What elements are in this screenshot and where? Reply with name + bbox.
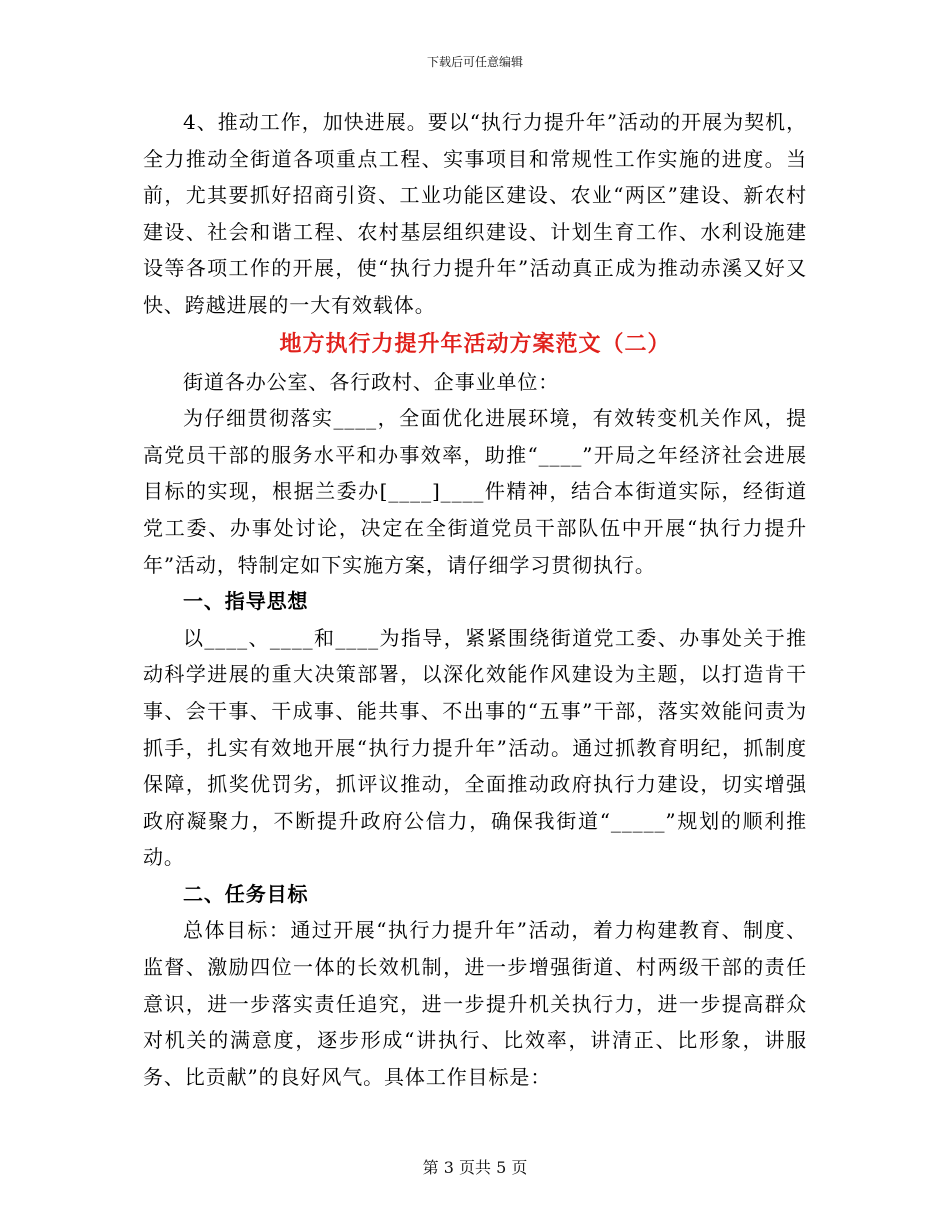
- heading-guiding-ideology: 一、指导思想: [183, 589, 309, 614]
- paragraph-addressees: 街道各办公室、各行政村、企事业单位：: [183, 369, 560, 394]
- heading-task-goals: 二、任务目标: [183, 881, 309, 906]
- paragraph-work-progress: 4、推动工作，加快进展。要以“执行力提升年”活动的开展为契机，全力推动全街道各项重点工程、实事项目和常规性工作实施的进度。当前，尤其要抓好招商引资、工业功能区建设、农业“两区”建设、新农村建设、社会和谐工程、农村基层组织建设、计划生育工作、水利设施建设等各项工作的开展，使“执行力提升年”活动真正成为推动赤溪又好又快、跨越进展的一大有效载体。: [143, 110, 807, 317]
- section-title: 地方执行力提升年活动方案范文（二）: [279, 330, 671, 357]
- paragraph-task-goals: 总体目标：通过开展“执行力提升年”活动，着力构建教育、制度、监督、激励四位一体的长效机制，进一步增强街道、村两级干部的责任意识，进一步落实责任追究，进一步提升机关执行力，进一步提高群众对机关的满意度，逐步形成“讲执行、比效率，讲清正、比形象，讲服务、比贡献”的良好风气。具体工作目标是：: [143, 918, 807, 1089]
- page-header: 下载后可任意编辑: [426, 55, 523, 69]
- document-body: [143, 104, 807, 1095]
- paragraph-introduction: 为仔细贯彻落实____，全面优化进展环境，有效转变机关作风，提高党员干部的服务水平和办事效率，助推“____”开局之年经济社会进展目标的实现，根据兰委办[____]____件精神，结合本街道实际，经街道党工委、办事处讨论，决定在全街道党员干部队伍中开展“执行力提升年”活动，特制定如下实施方案，请仔细学习贯彻执行。: [143, 406, 807, 577]
- paragraph-guiding-ideology: 以____、____和____为指导，紧紧围绕街道党工委、办事处关于推动科学进展的重大决策部署，以深化效能作风建设为主题，以打造肯干事、会干事、干成事、能共事、不出事的“五事”干部，落实效能问责为抓手，扎实有效地开展“执行力提升年”活动。通过抓教育明纪，抓制度保障，抓奖优罚劣，抓评议推动，全面推动政府执行力建设，切实增强政府凝聚力，不断提升政府公信力，确保我街道“_____”规划的顺利推动。: [143, 625, 807, 870]
- page-footer: 第 3 页共 5 页: [422, 1158, 528, 1177]
